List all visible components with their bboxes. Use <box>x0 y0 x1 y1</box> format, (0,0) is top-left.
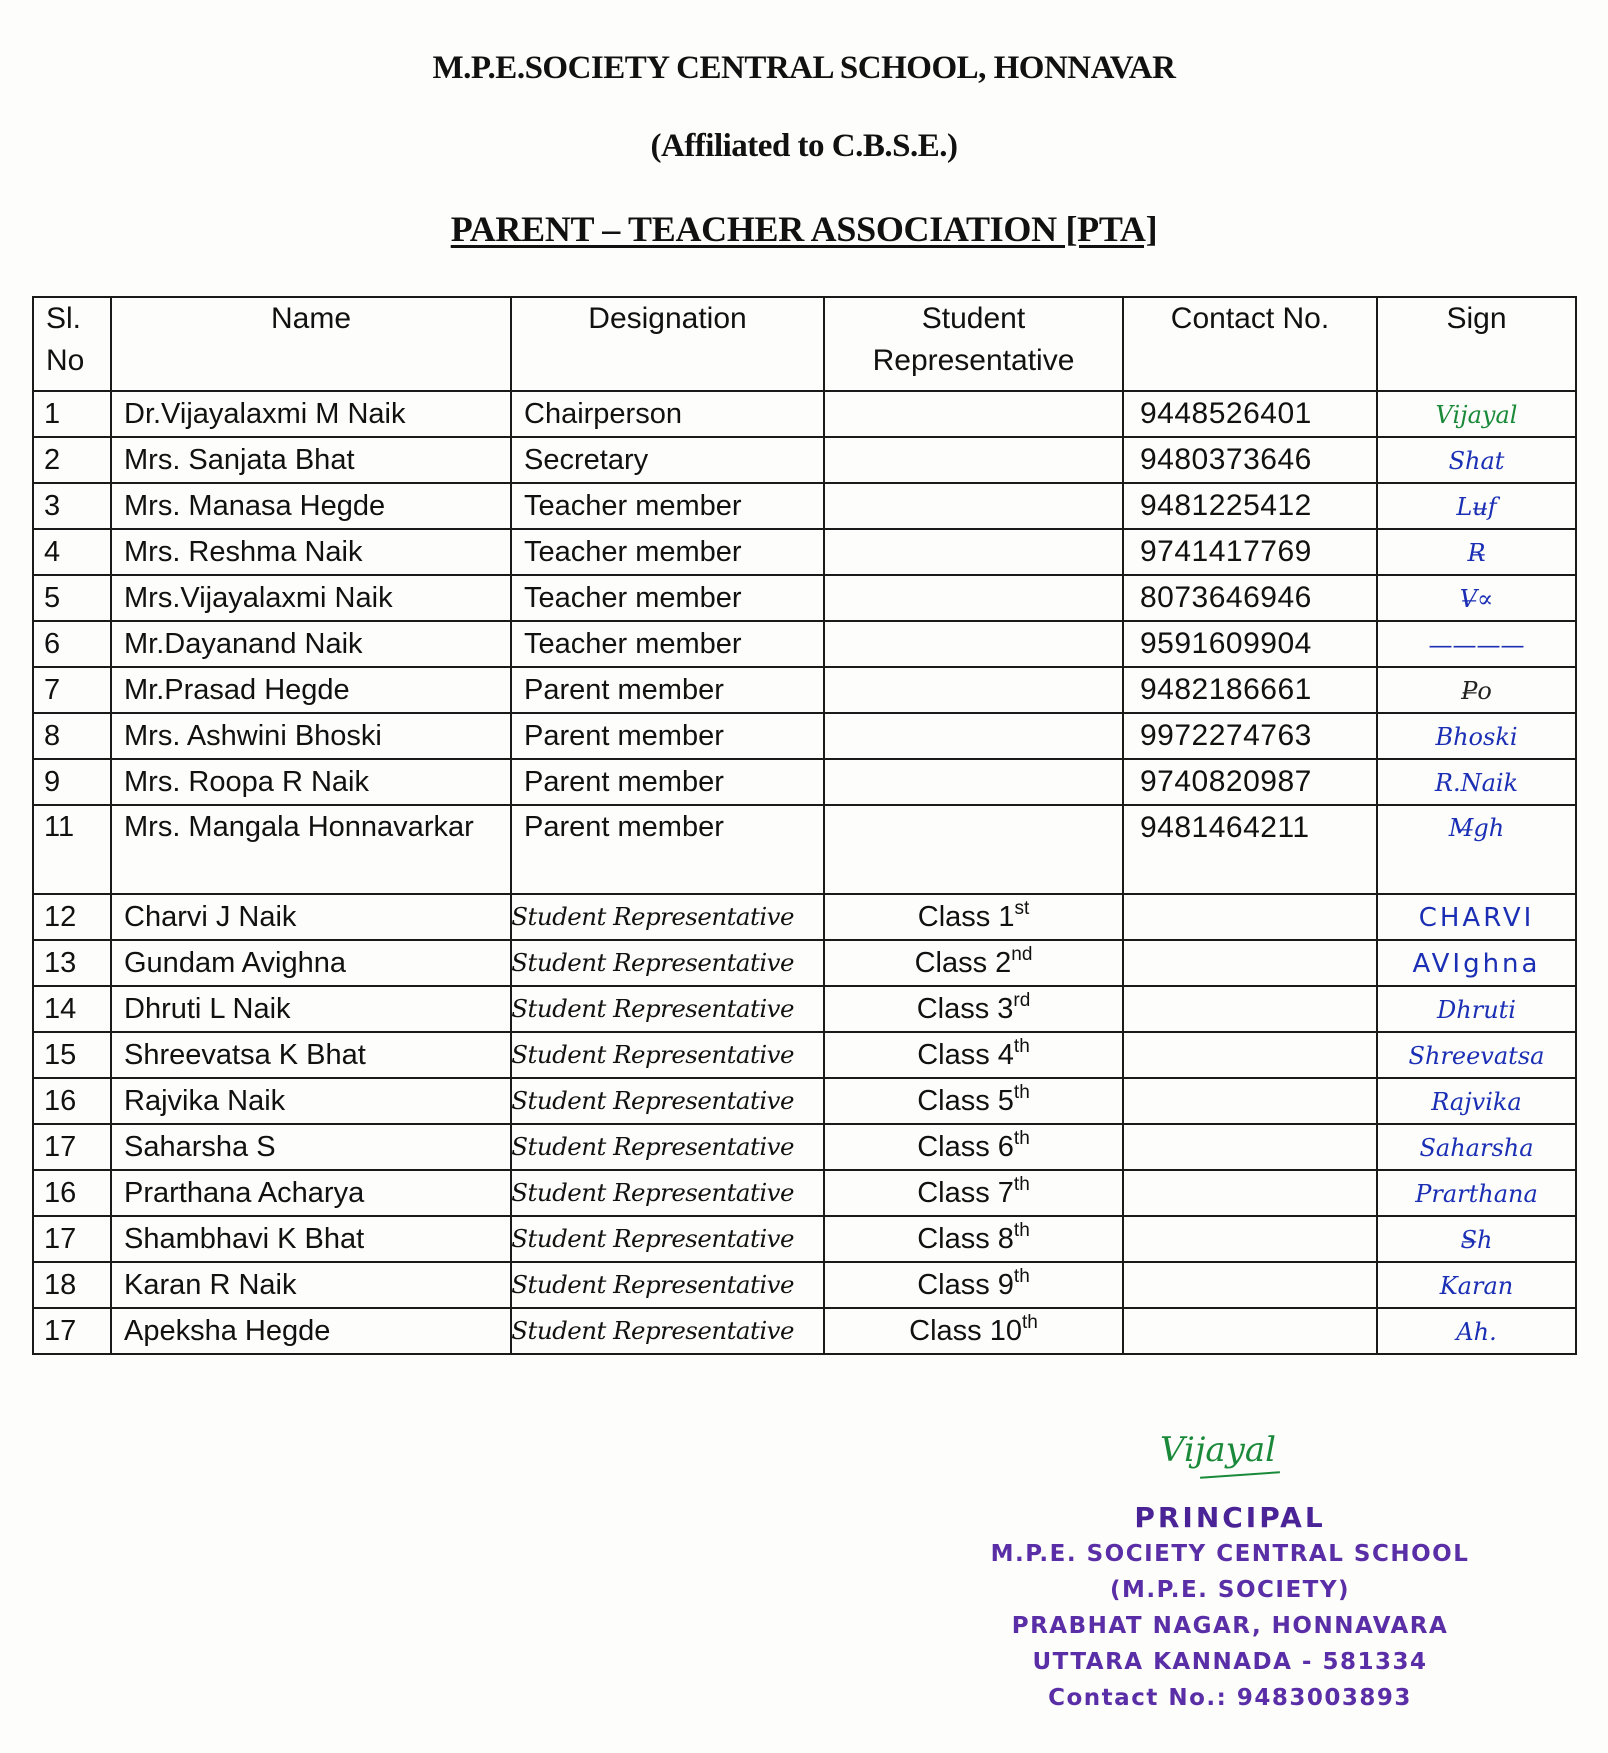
class-suffix: th <box>1013 1036 1030 1057</box>
cell-student-rep <box>824 894 1123 940</box>
cell-name: Mrs. Mangala Honnavarkar <box>111 805 511 894</box>
signature: M̶gh <box>1448 814 1505 842</box>
cell-sl-no: 1 <box>33 391 111 437</box>
cell-contact <box>1123 894 1377 940</box>
class-label: Class 1 <box>917 901 1015 933</box>
cell-contact <box>1123 1078 1377 1124</box>
cell-contact <box>1123 1170 1377 1216</box>
principal-stamp <box>990 1500 1470 1716</box>
cell-contact: 8073646946 <box>1123 575 1377 621</box>
cell-name: Rajvika Naik <box>111 1078 511 1124</box>
cell-designation: Teacher member <box>511 575 824 621</box>
signature: Dhruti <box>1437 996 1516 1024</box>
cell-contact: 9482186661 <box>1123 667 1377 713</box>
stamp-line-society: (M.P.E. SOCIETY) <box>1109 1577 1351 1603</box>
cell-designation: Teacher member <box>511 529 824 575</box>
stamp-line-contact: Contact No.: 9483003893 <box>1048 1685 1412 1711</box>
cell-sign <box>1377 1308 1576 1354</box>
cell-sign <box>1377 575 1576 621</box>
class-suffix: th <box>1021 1312 1038 1333</box>
cell-sign <box>1377 437 1576 483</box>
cell-contact <box>1123 1124 1377 1170</box>
signature: S̶h <box>1460 1226 1493 1254</box>
cell-designation: Parent member <box>511 667 824 713</box>
cell-student-rep <box>824 1308 1123 1354</box>
cell-designation <box>511 1262 824 1308</box>
class-suffix: th <box>1013 1266 1030 1287</box>
table-row <box>33 483 1576 529</box>
class-label: Class 6 <box>917 1131 1014 1163</box>
cell-contact <box>1123 940 1377 986</box>
signature: R̶ <box>1467 539 1486 567</box>
cell-student-rep <box>824 759 1123 805</box>
class-label: Class 2 <box>914 947 1012 979</box>
cell-name: Saharsha S <box>111 1124 511 1170</box>
cell-name: Mrs.Vijayalaxmi Naik <box>111 575 511 621</box>
col-header-contact: Contact No. <box>1123 297 1377 391</box>
cell-contact <box>1123 1262 1377 1308</box>
col-header-sl-no-line2: No <box>46 344 85 377</box>
cell-student-rep <box>824 713 1123 759</box>
cell-name: Shambhavi K Bhat <box>111 1216 511 1262</box>
signature: Karan <box>1439 1272 1514 1300</box>
table-row <box>33 1216 1576 1262</box>
cell-contact: 9481464211 <box>1123 805 1377 894</box>
cell-sign <box>1377 483 1576 529</box>
table-row <box>33 391 1576 437</box>
table-row <box>33 1078 1576 1124</box>
class-label: Class 10 <box>909 1315 1022 1347</box>
cell-name: Mr.Prasad Hegde <box>111 667 511 713</box>
class-label: Class 9 <box>917 1269 1014 1301</box>
class-suffix: nd <box>1011 944 1033 965</box>
cell-student-rep <box>824 529 1123 575</box>
table-row <box>33 1262 1576 1308</box>
cell-name: Mrs. Sanjata Bhat <box>111 437 511 483</box>
cell-designation: Chairperson <box>511 391 824 437</box>
col-header-student-rep-line1: Student <box>921 302 1026 335</box>
table-row <box>33 437 1576 483</box>
cell-name: Mrs. Manasa Hegde <box>111 483 511 529</box>
stamp-line-address: PRABHAT NAGAR, HONNAVARA <box>1011 1613 1449 1639</box>
cell-sl-no: 9 <box>33 759 111 805</box>
cell-student-rep <box>824 621 1123 667</box>
designation-handwritten: Student Representative <box>511 903 794 931</box>
class-suffix: th <box>1013 1174 1030 1195</box>
school-name: M.P.E.SOCIETY CENTRAL SCHOOL, HONNAVAR <box>432 50 1176 86</box>
cell-student-rep <box>824 1124 1123 1170</box>
table-row <box>33 667 1576 713</box>
cell-sign <box>1377 667 1576 713</box>
cell-student-rep <box>824 667 1123 713</box>
class-label: Class 7 <box>917 1177 1014 1209</box>
table-row <box>33 1170 1576 1216</box>
cell-name: Karan R Naik <box>111 1262 511 1308</box>
table-row <box>33 986 1576 1032</box>
class-suffix: th <box>1013 1220 1030 1241</box>
cell-sl-no: 17 <box>33 1308 111 1354</box>
cell-name: Mrs. Reshma Naik <box>111 529 511 575</box>
principal-signature: Vijayal <box>1160 1430 1276 1470</box>
cell-name: Mrs. Roopa R Naik <box>111 759 511 805</box>
cell-designation: Teacher member <box>511 621 824 667</box>
cell-student-rep <box>824 437 1123 483</box>
cell-sl-no: 11 <box>33 805 111 894</box>
signature: CHARVI <box>1418 903 1535 933</box>
cell-sl-no: 18 <box>33 1262 111 1308</box>
cell-name: Prarthana Acharya <box>111 1170 511 1216</box>
document-title <box>0 208 1608 250</box>
cell-student-rep <box>824 1170 1123 1216</box>
col-header-student-rep <box>824 297 1123 391</box>
class-label: Class 5 <box>917 1085 1014 1117</box>
col-header-student-rep-line2: Representative <box>872 344 1075 377</box>
cell-sign <box>1377 1032 1576 1078</box>
cell-contact: 9481225412 <box>1123 483 1377 529</box>
cell-student-rep <box>824 575 1123 621</box>
cell-designation <box>511 1032 824 1078</box>
table-row <box>33 894 1576 940</box>
document-title-text: PARENT – TEACHER ASSOCIATION [PTA] <box>450 209 1158 249</box>
table-header-row <box>33 297 1576 391</box>
cell-designation <box>511 940 824 986</box>
col-header-sl-no <box>33 297 111 391</box>
cell-designation: Teacher member <box>511 483 824 529</box>
cell-sl-no: 13 <box>33 940 111 986</box>
signature: Vijayal <box>1435 401 1518 429</box>
cell-sign <box>1377 986 1576 1032</box>
signature: Shreevatsa <box>1408 1042 1545 1070</box>
cell-name: Mrs. Ashwini Bhoski <box>111 713 511 759</box>
cell-contact: 9740820987 <box>1123 759 1377 805</box>
cell-sign <box>1377 1262 1576 1308</box>
signature: Bhoski <box>1435 723 1518 751</box>
cell-student-rep <box>824 1262 1123 1308</box>
cell-contact: 9480373646 <box>1123 437 1377 483</box>
cell-designation <box>511 1078 824 1124</box>
designation-handwritten: Student Representative <box>511 1271 794 1299</box>
cell-name: Charvi J Naik <box>111 894 511 940</box>
cell-name: Apeksha Hegde <box>111 1308 511 1354</box>
cell-sign <box>1377 529 1576 575</box>
table-row <box>33 529 1576 575</box>
cell-student-rep <box>824 940 1123 986</box>
cell-contact <box>1123 1216 1377 1262</box>
cell-student-rep <box>824 1216 1123 1262</box>
cell-contact: 9741417769 <box>1123 529 1377 575</box>
signature: AVIghna <box>1412 949 1541 979</box>
cell-designation <box>511 894 824 940</box>
signature: Ah. <box>1456 1318 1497 1346</box>
cell-sl-no: 6 <box>33 621 111 667</box>
signature: Prarthana <box>1415 1180 1538 1208</box>
cell-sign <box>1377 1216 1576 1262</box>
cell-sl-no: 8 <box>33 713 111 759</box>
cell-contact <box>1123 1032 1377 1078</box>
cell-sl-no: 16 <box>33 1078 111 1124</box>
cell-designation: Parent member <box>511 805 824 894</box>
affiliation: (Affiliated to C.B.S.E.) <box>650 128 958 164</box>
cell-sign <box>1377 391 1576 437</box>
cell-student-rep <box>824 1078 1123 1124</box>
cell-designation <box>511 1124 824 1170</box>
cell-sign <box>1377 894 1576 940</box>
signature: Shat <box>1448 447 1505 475</box>
cell-contact: 9972274763 <box>1123 713 1377 759</box>
designation-handwritten: Student Representative <box>511 1317 794 1345</box>
cell-sign <box>1377 759 1576 805</box>
cell-designation: Parent member <box>511 713 824 759</box>
stamp-line-district: UTTARA KANNADA - 581334 <box>1032 1649 1428 1675</box>
stamp-line-school: M.P.E. SOCIETY CENTRAL SCHOOL <box>990 1541 1470 1567</box>
cell-designation: Parent member <box>511 759 824 805</box>
table-row <box>33 575 1576 621</box>
class-suffix: th <box>1013 1128 1030 1149</box>
cell-sign <box>1377 621 1576 667</box>
signature: ———— <box>1428 631 1525 659</box>
table-row <box>33 759 1576 805</box>
stamp-title: PRINCIPAL <box>1134 1501 1326 1534</box>
cell-student-rep <box>824 986 1123 1032</box>
cell-name: Dhruti L Naik <box>111 986 511 1032</box>
cell-sign <box>1377 713 1576 759</box>
pta-members-table <box>32 296 1577 1355</box>
cell-student-rep <box>824 391 1123 437</box>
designation-handwritten: Student Representative <box>511 1179 794 1207</box>
col-header-name: Name <box>111 297 511 391</box>
cell-name: Mr.Dayanand Naik <box>111 621 511 667</box>
cell-student-rep <box>824 483 1123 529</box>
table-row <box>33 621 1576 667</box>
designation-handwritten: Student Representative <box>511 1041 794 1069</box>
designation-handwritten: Student Representative <box>511 1225 794 1253</box>
cell-contact: 9448526401 <box>1123 391 1377 437</box>
cell-sign <box>1377 1124 1576 1170</box>
designation-handwritten: Student Representative <box>511 949 794 977</box>
cell-sl-no: 7 <box>33 667 111 713</box>
cell-designation <box>511 986 824 1032</box>
cell-name: Dr.Vijayalaxmi M Naik <box>111 391 511 437</box>
cell-designation: Secretary <box>511 437 824 483</box>
table-row <box>33 1032 1576 1078</box>
class-suffix: th <box>1013 1082 1030 1103</box>
cell-sl-no: 2 <box>33 437 111 483</box>
designation-handwritten: Student Representative <box>511 995 794 1023</box>
class-label: Class 4 <box>917 1039 1014 1071</box>
cell-student-rep <box>824 805 1123 894</box>
signature: Saharsha <box>1419 1134 1534 1162</box>
cell-name: Gundam Avighna <box>111 940 511 986</box>
signature: R.Naik <box>1434 769 1519 797</box>
col-header-designation: Designation <box>511 297 824 391</box>
class-label: Class 3 <box>916 993 1014 1025</box>
signature: P̶o <box>1461 677 1492 705</box>
signature: Rajvika <box>1431 1088 1522 1116</box>
class-suffix: st <box>1014 898 1030 919</box>
cell-sign <box>1377 805 1576 894</box>
designation-handwritten: Student Representative <box>511 1087 794 1115</box>
table-row <box>33 713 1576 759</box>
cell-designation <box>511 1216 824 1262</box>
cell-sl-no: 16 <box>33 1170 111 1216</box>
cell-contact: 9591609904 <box>1123 621 1377 667</box>
cell-designation <box>511 1308 824 1354</box>
cell-sl-no: 3 <box>33 483 111 529</box>
cell-name: Shreevatsa K Bhat <box>111 1032 511 1078</box>
col-header-sl-no-line1: Sl. <box>46 302 82 335</box>
cell-sl-no: 5 <box>33 575 111 621</box>
cell-designation <box>511 1170 824 1216</box>
cell-contact <box>1123 986 1377 1032</box>
table-row <box>33 1308 1576 1354</box>
cell-contact <box>1123 1308 1377 1354</box>
cell-sl-no: 4 <box>33 529 111 575</box>
col-header-sign: Sign <box>1377 297 1576 391</box>
cell-sign <box>1377 1078 1576 1124</box>
cell-sl-no: 17 <box>33 1216 111 1262</box>
cell-sign <box>1377 940 1576 986</box>
cell-sl-no: 14 <box>33 986 111 1032</box>
cell-sl-no: 15 <box>33 1032 111 1078</box>
class-label: Class 8 <box>917 1223 1014 1255</box>
class-suffix: rd <box>1013 990 1031 1011</box>
table-row <box>33 940 1576 986</box>
cell-student-rep <box>824 1032 1123 1078</box>
designation-handwritten: Student Representative <box>511 1133 794 1161</box>
cell-sl-no: 17 <box>33 1124 111 1170</box>
signature: Lu̶f <box>1456 493 1497 521</box>
table-row <box>33 805 1576 894</box>
table-row <box>33 1124 1576 1170</box>
signature: V̶∝ <box>1459 585 1494 613</box>
cell-sign <box>1377 1170 1576 1216</box>
cell-sl-no: 12 <box>33 894 111 940</box>
